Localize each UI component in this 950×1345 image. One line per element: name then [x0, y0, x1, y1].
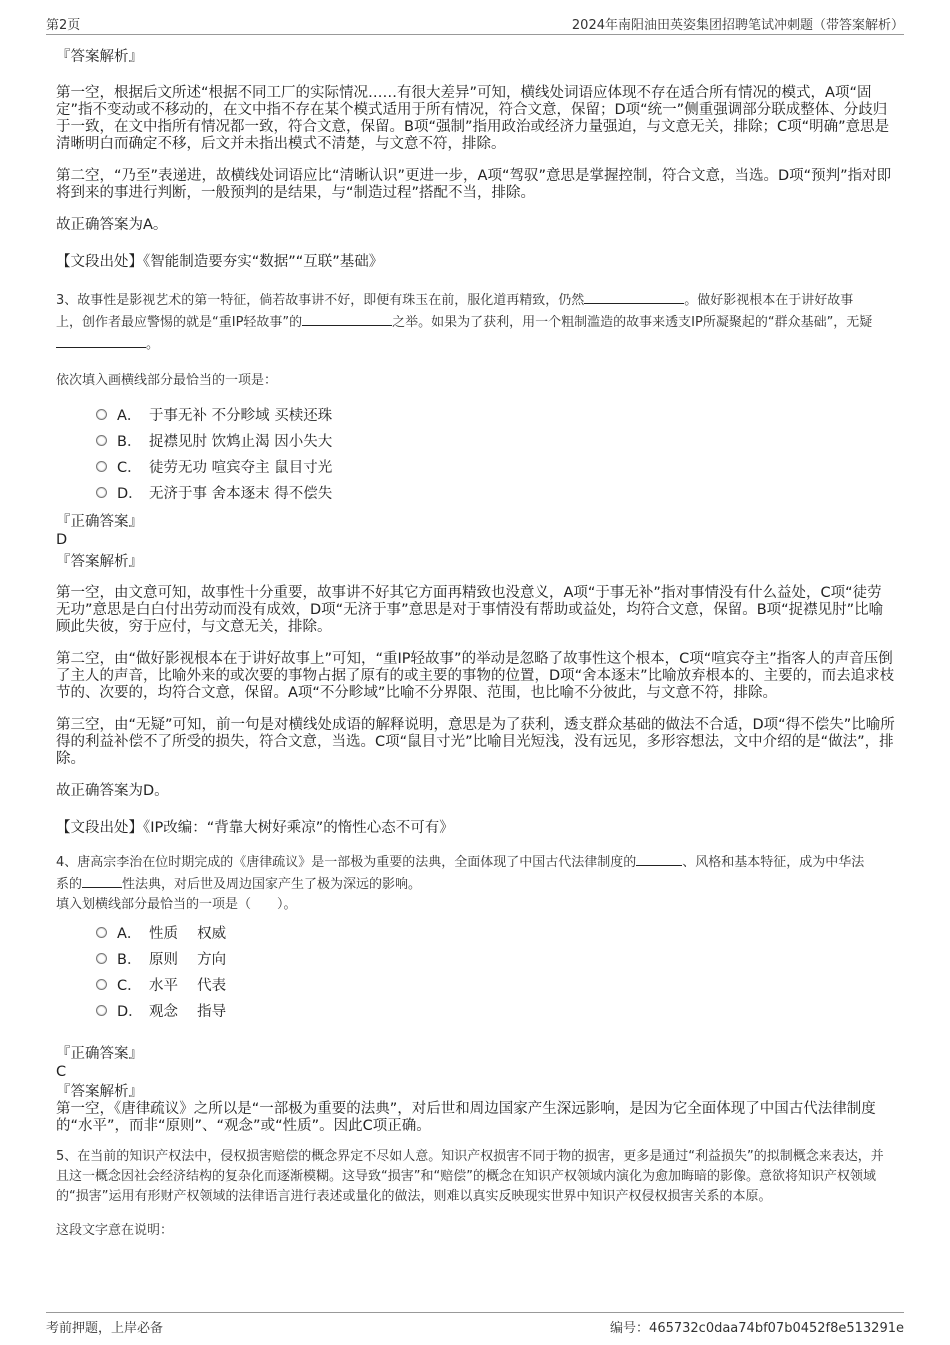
- q2-source: 【文段出处】《智能制造要夯实“数据”“互联”基础》: [56, 254, 384, 270]
- analysis-label: 『答案解析』: [56, 554, 143, 570]
- document-title: 2024年南阳油田英姿集团招聘笔试冲刺题（带答案解析）: [571, 18, 904, 33]
- q2-final-answer: 故正确答案为A。: [56, 217, 168, 233]
- q3-stem: 3、故事性是影视艺术的第一特征，倘若故事讲不好，即便有珠玉在前，服化道再精致，仍然 。做好影视根本在于讲好故事 上，创作者最应警惕的就是“重IP轻故事”的 之举。如果为了获利，用一个粗制滥造的故事来透支IP所凝聚起的“群众基础”，无疑 。: [56, 289, 896, 355]
- q3-option-c[interactable]: C． 徒劳无功 喧宾夺主 鼠目寸光: [96, 453, 896, 479]
- correct-label: 『正确答案』: [56, 1046, 143, 1062]
- q5-prompt: 这段文字意在说明：: [56, 1223, 174, 1238]
- q3-final-answer: 故正确答案为D。: [56, 783, 169, 799]
- analysis-label: 『答案解析』: [56, 49, 143, 65]
- q4-answer: C: [56, 1064, 67, 1080]
- page-header: [46, 10, 904, 35]
- radio-icon[interactable]: [96, 927, 107, 938]
- q3-source: 【文段出处】《IP改编：“背靠大树好乘凉”的惰性心态不可有》: [56, 820, 454, 836]
- blank-2: [82, 873, 122, 888]
- q3-analysis-p1: 第一空，由文意可知，故事性十分重要，故事讲不好其它方面再精致也没意义，A项“于事无补”指对事情没有什么益处，C项“徒劳无功”意思是白白付出劳动而没有成效，D项“无济于事”意思是对于事情没有帮助或益处，均符合文意，保留。B项“捉襟见肘”比喻顾此失彼，穷于应付，与文意无关，排除。: [56, 585, 884, 635]
- blank-2: [302, 311, 392, 326]
- q3-options: [56, 401, 896, 505]
- q2-analysis-p1: 第一空，根据后文所述“根据不同工厂的实际情况……有很大差异”可知，横线处词语应体现不存在适合所有情况的模式，A项“固定”指不变动或不移动的，在文中指不存在某个模式适用于所有情况，符合文意，保留；D项“统一”侧重强调部分联成整体、分歧归于一致，在文中指所有情况都一致，符合文意，保留。B项“强制”指用政治或经济力量强迫，与文意无关，排除；C项“明确”意思是清晰明白而确定不移，后文并未指出模式不清楚，与文意不符，排除。: [56, 85, 890, 152]
- q3-analysis-p2: 第二空，由“做好影视根本在于讲好故事上”可知，“重IP轻故事”的举动是忽略了故事性这个根本，C项“喧宾夺主”指客人的声音压倒了主人的声音，比喻外来的或次要的事物占据了原有的或主要的事物的位置，D项“舍本逐末”比喻放弃根本的、主要的，而去追求枝节的、次要的，均符合文意，保留。A项“不分畛域”比喻不分界限、范围，也比喻不分彼此，与文意不符，排除。: [56, 651, 895, 701]
- q3-option-a[interactable]: A． 于事无补 不分畛域 买椟还珠: [96, 401, 896, 427]
- page-footer: [46, 1312, 904, 1337]
- q4-options: [56, 919, 896, 1023]
- footer-slogan: 考前押题，上岸必备: [46, 1321, 164, 1336]
- q4-analysis-p1: 第一空，《唐律疏议》之所以是“一部极为重要的法典”，对后世和周边国家产生深远影响，是因为它全面体现了中国古代法律制度的“水平”，而非“原则”、“观念”或“性质”。因此C项正确。: [56, 1101, 876, 1134]
- radio-icon[interactable]: [96, 435, 107, 446]
- blank-1: [584, 289, 684, 304]
- blank-3: [56, 333, 146, 348]
- document-body: [56, 44, 896, 1241]
- radio-icon[interactable]: [96, 409, 107, 420]
- q3-analysis-p3: 第三空，由“无疑”可知，前一句是对横线处成语的解释说明，意思是为了获利，透支群众基础的做法不合适，D项“得不偿失”比喻所得的利益补偿不了所受的损失，符合文意，当选。C项“鼠目寸光”比喻目光短浅，没有远见，多形容想法，文中介绍的是“做法”，排除。: [56, 717, 895, 767]
- q3-answer: D: [56, 532, 68, 548]
- radio-icon[interactable]: [96, 979, 107, 990]
- document-id: 编号：465732c0daa74bf07b0452f8e513291e: [610, 1321, 904, 1336]
- q3-option-b[interactable]: B． 捉襟见肘 饮鸩止渴 因小失大: [96, 427, 896, 453]
- radio-icon[interactable]: [96, 1005, 107, 1016]
- q4-option-b[interactable]: B． 原则 方向: [96, 945, 896, 971]
- q4-option-a[interactable]: A． 性质 权威: [96, 919, 896, 945]
- q4-stem: 4、唐高宗李治在位时期完成的《唐律疏议》是一部极为重要的法典，全面体现了中国古代法律制度的 、风格和基本特征，成为中华法 系的 性法典，对后世及周边国家产生了极为深远的影响。 填入划横线部分最恰当的一项是（ ）。: [56, 851, 896, 915]
- q3-option-d[interactable]: D． 无济于事 舍本逐末 得不偿失: [96, 479, 896, 505]
- correct-label: 『正确答案』: [56, 514, 143, 530]
- radio-icon[interactable]: [96, 461, 107, 472]
- q2-analysis-p2: 第二空，“乃至”表递进，故横线处词语应比“清晰认识”更进一步，A项“驾驭”意思是掌握控制，符合文意，当选。D项“预判”指对即将到来的事进行判断，一般预判的是结果，与“制造过程”搭配不当，排除。: [56, 168, 892, 201]
- q4-option-d[interactable]: D． 观念 指导: [96, 997, 896, 1023]
- radio-icon[interactable]: [96, 953, 107, 964]
- page-number: 第2页: [46, 18, 81, 33]
- q4-option-c[interactable]: C． 水平 代表: [96, 971, 896, 997]
- radio-icon[interactable]: [96, 487, 107, 498]
- q3-prompt: 依次填入画横线部分最恰当的一项是：: [56, 373, 278, 388]
- analysis-label: 『答案解析』: [56, 1084, 143, 1100]
- blank-1: [636, 851, 682, 866]
- q5-stem: 5、在当前的知识产权法中，侵权损害赔偿的概念界定不尽如人意。知识产权损害不同于物的损害，更多是通过“利益损失”的拟制概念来表达，并且这一概念因社会经济结构的复杂化而逐渐模糊。这导致“损害”和“赔偿”的概念在知识产权领域内演化为愈加晦暗的影像。意欲将知识产权领域的“损害”运用有形财产权领域的法律语言进行表述或量化的做法，则难以真实反映现实世界中知识产权侵权损害关系的本原。: [56, 1149, 884, 1204]
